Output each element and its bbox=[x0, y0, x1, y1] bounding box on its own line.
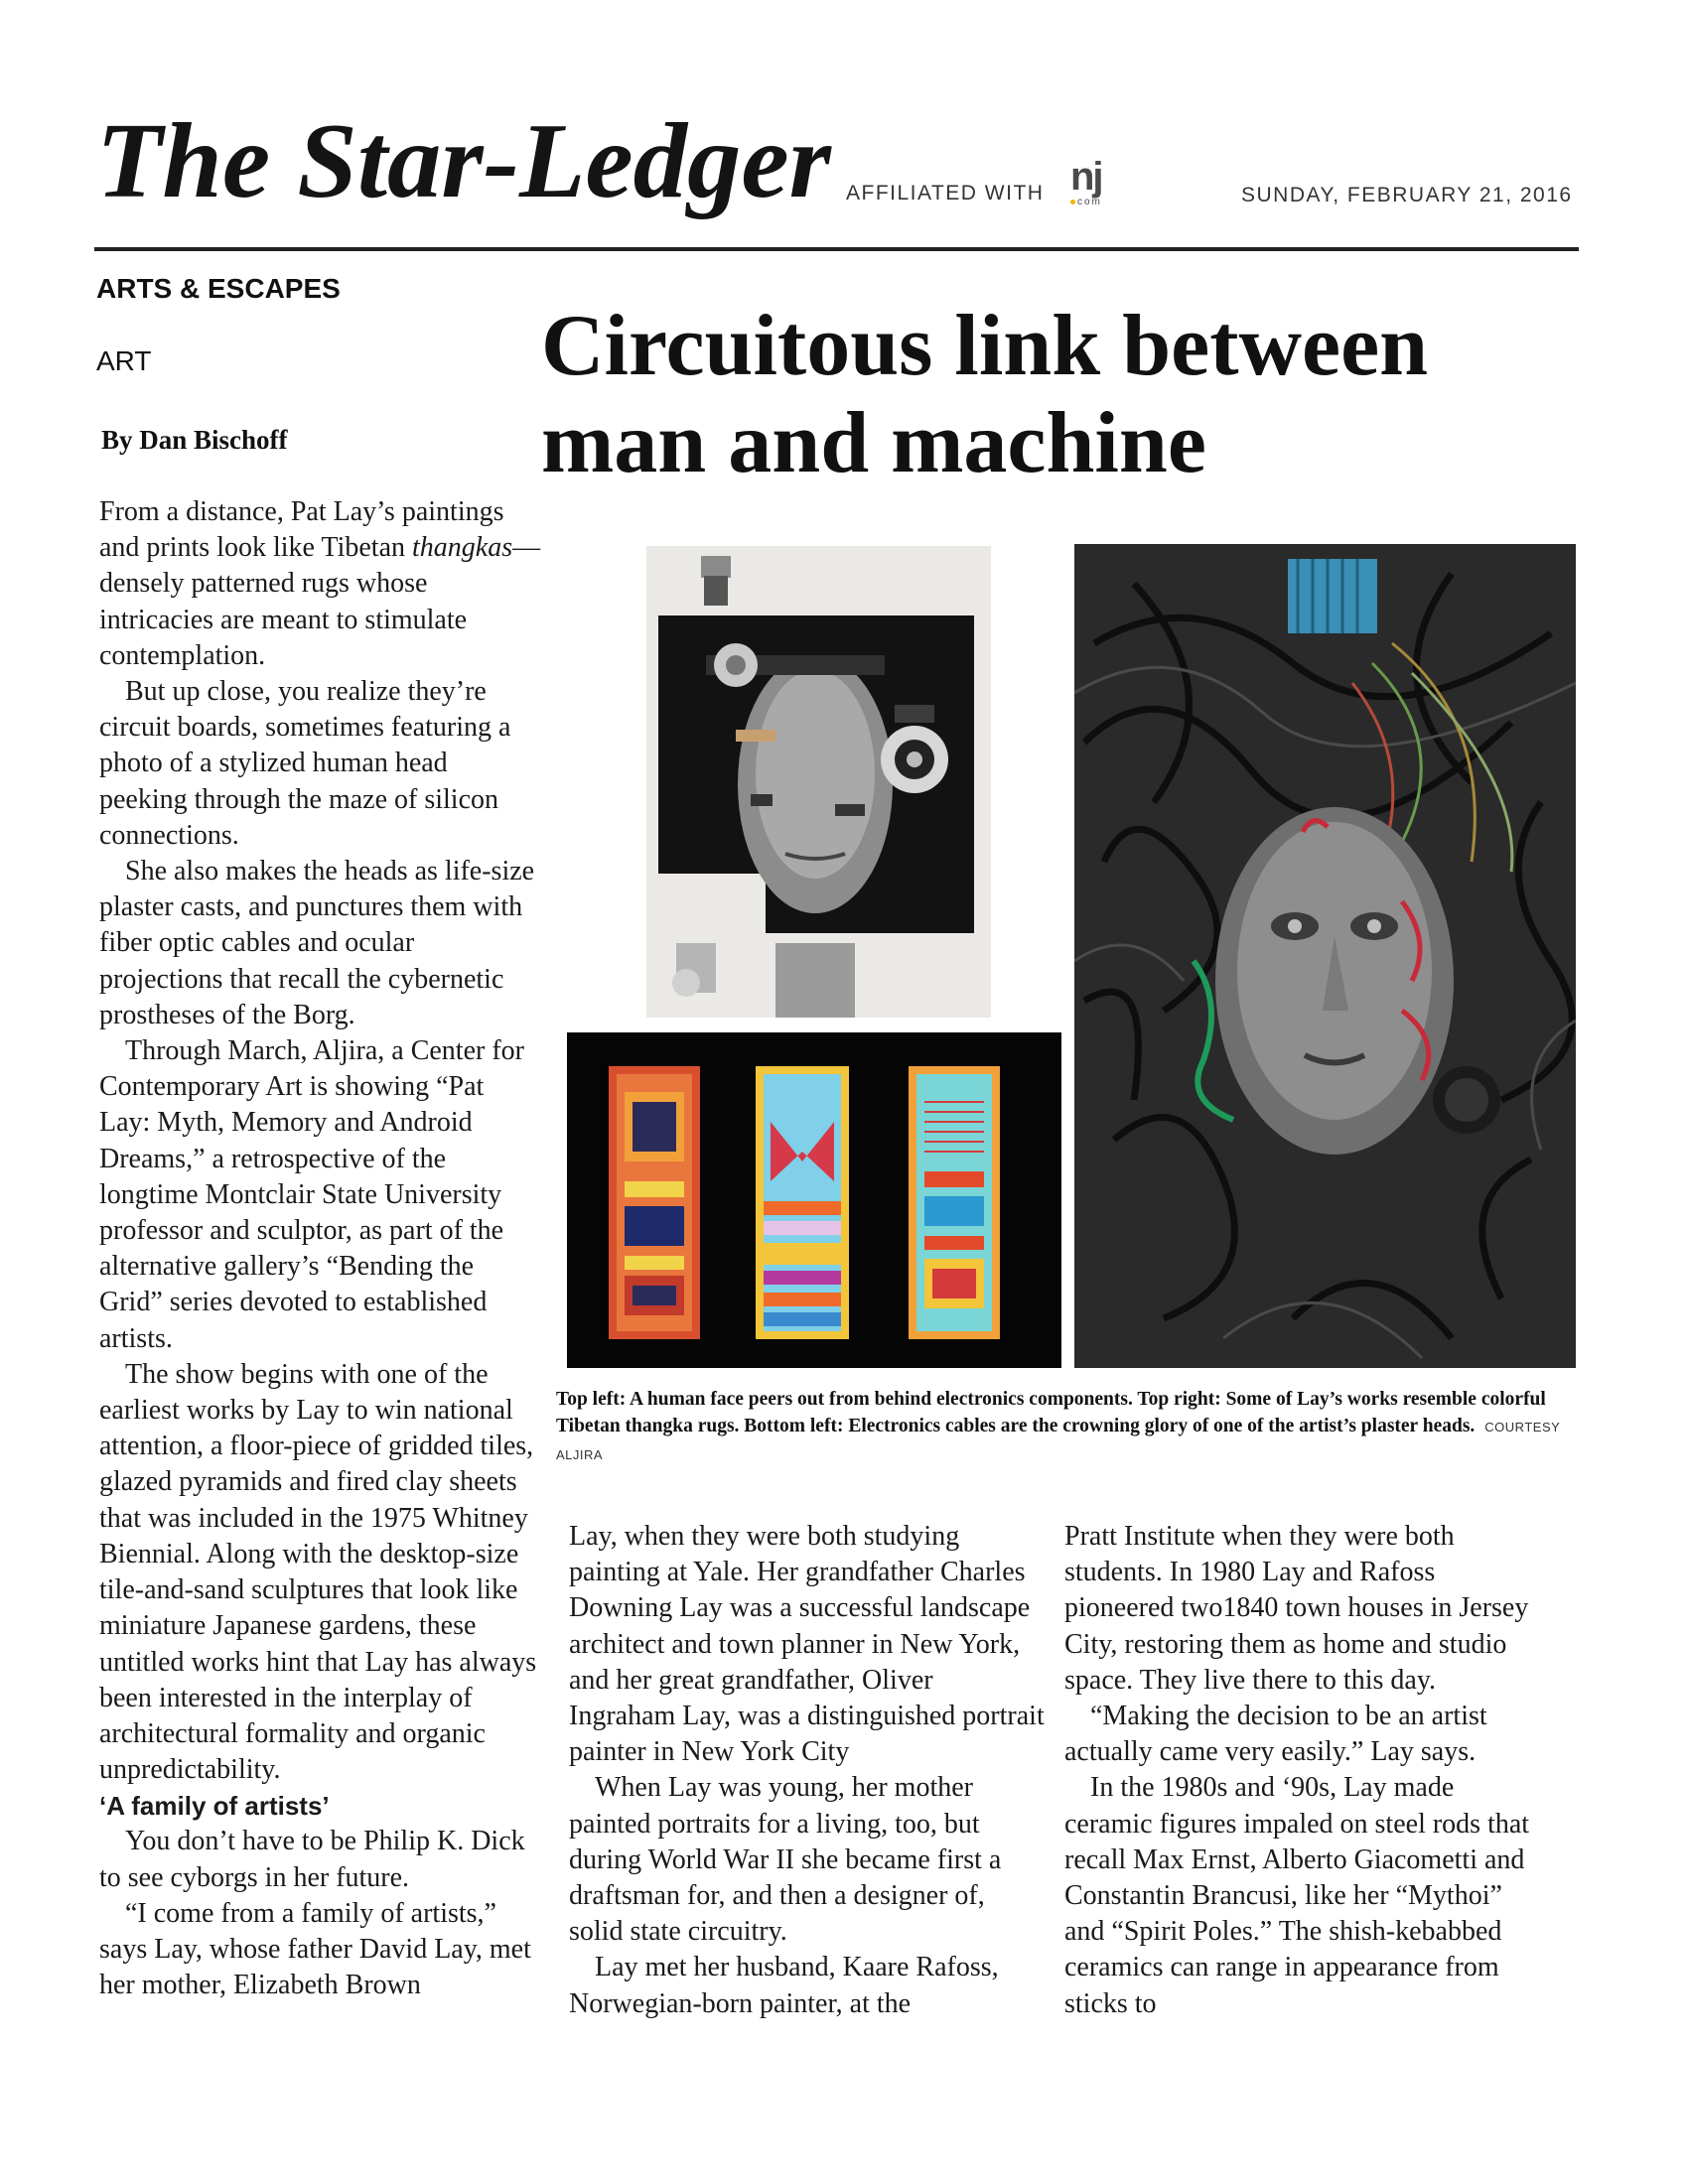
paragraph: When Lay was young, her mother painted portraits for a living, too, but during World War II she became first a draftsman for, and then a designer of, solid state circuitry. bbox=[569, 1772, 1002, 1948]
caption-text: Top left: A human face peers out from behind electronics components. Top right: Some of Lay’s works resemble colorful Tibetan thangka rugs. Bottom left: Electronics cables are the crowning glory of one of the artist’s plaster heads. bbox=[556, 1389, 1546, 1436]
nj-logo-suffix: com bbox=[1077, 197, 1102, 207]
photo-credit: COURTESY ALJIRA bbox=[556, 1420, 1561, 1462]
paragraph: “I come from a family of artists,” says Lay, whose father David Lay, met her mother, Elizabeth Brown bbox=[99, 1897, 531, 2001]
paragraph: Lay, when they were both studying painting at Yale. Her grandfather Charles Downing Lay was a successful landscape architect and town planner in New York, and her great grandfather, Oliver Ingraham Lay, was a distinguished portrait painter in New York City bbox=[569, 1521, 1045, 1768]
paragraph: From a distance, Pat Lay’s paintings and prints look like Tibetan thangkas—densely patterned rugs whose intricacies are meant to stimulate contemplation. bbox=[99, 496, 541, 671]
paragraph: You don’t have to be Philip K. Dick to see cyborgs in her future. bbox=[99, 1826, 525, 1893]
masthead-title: The Star-Ledger bbox=[96, 102, 832, 220]
headline bbox=[541, 298, 1594, 492]
paragraph: The show begins with one of the earliest works by Lay to win national attention, a floor-piece of gridded tiles, glazed pyramids and fired clay sheets that was included in the 1975 Whitney Biennial. Along with the desktop-size tile-and-sand sculptures that look like miniature Japanese gardens, these untitled works hint that Lay has always been interested in the interplay of architectural formality and organic unpredictability. bbox=[99, 1358, 537, 1786]
headline-line-1: Circuitous link between bbox=[541, 298, 1429, 394]
dateline: SUNDAY, FEBRUARY 21, 2016 bbox=[1241, 184, 1573, 206]
affiliated-label: AFFILIATED WITH bbox=[846, 182, 1045, 205]
photo-face-electronics-art bbox=[646, 546, 991, 1018]
body-column-2 bbox=[569, 1519, 1046, 2022]
paragraph: She also makes the heads as life-size plaster casts, and punctures them with fiber optic cables and ocular projections that recall the cybernetic prostheses of the Borg. bbox=[99, 856, 535, 1030]
headline-line-2: man and machine bbox=[541, 395, 1206, 491]
emphasis-thangkas: thangkas bbox=[412, 532, 513, 564]
subhead: ‘A family of artists’ bbox=[99, 1791, 330, 1822]
nj-logo-dot bbox=[1070, 200, 1075, 205]
nj-logo-letters: nj bbox=[1070, 155, 1102, 199]
kicker-label: ART bbox=[96, 345, 152, 376]
paragraph: In the 1980s and ‘90s, Lay made ceramic figures impaled on steel rods that recall Max Ernst, Alberto Giacometti and Constantin Brancusi, like her “Mythoi” and “Spirit Poles.” The shish-kebabbed ceramics can range in appearance from sticks to bbox=[1064, 1772, 1530, 2019]
nj-com-logo bbox=[1070, 157, 1128, 216]
section-label: ARTS & ESCAPES bbox=[96, 273, 341, 304]
byline: By Dan Bischoff bbox=[101, 425, 288, 455]
panel-middle bbox=[756, 1066, 849, 1339]
panel-right bbox=[909, 1066, 1000, 1339]
photo-face-electronics bbox=[646, 546, 991, 1018]
paragraph: Through March, Aljira, a Center for Contemporary Art is showing “Pat Lay: Myth, Memory and Android Dreams,” a retrospective of the longtime Montclair State University professor and sculptor, as part of the alternative gallery’s “Bending the Grid” series devoted to established artists. bbox=[99, 1035, 524, 1354]
paragraph: “Making the decision to be an artist actually came very easily.” Lay says. bbox=[1064, 1701, 1487, 1768]
photo-caption bbox=[556, 1386, 1579, 1468]
paragraph: Pratt Institute when they were both students. In 1980 Lay and Rafoss pioneered two1840 town houses in Jersey City, restoring them as home and studio space. They live there to this day. bbox=[1064, 1521, 1529, 1696]
body-column-1 bbox=[99, 494, 541, 2003]
photo-thangka-panels bbox=[567, 1032, 1061, 1368]
masthead-logo bbox=[94, 87, 834, 236]
photo-thangka-panels-art bbox=[567, 1032, 1061, 1368]
paragraph: Lay met her husband, Kaare Rafoss, Norwegian-born painter, at the bbox=[569, 1952, 999, 2019]
photo-plaster-head-cables-art bbox=[1074, 544, 1576, 1368]
masthead-rule bbox=[94, 247, 1579, 251]
photo-plaster-head-cables bbox=[1074, 544, 1576, 1368]
panel-left bbox=[609, 1066, 700, 1339]
paragraph: But up close, you realize they’re circuit boards, sometimes featuring a photo of a stylized human head peeking through the maze of silicon connections. bbox=[99, 676, 511, 851]
body-column-3 bbox=[1064, 1519, 1541, 2022]
